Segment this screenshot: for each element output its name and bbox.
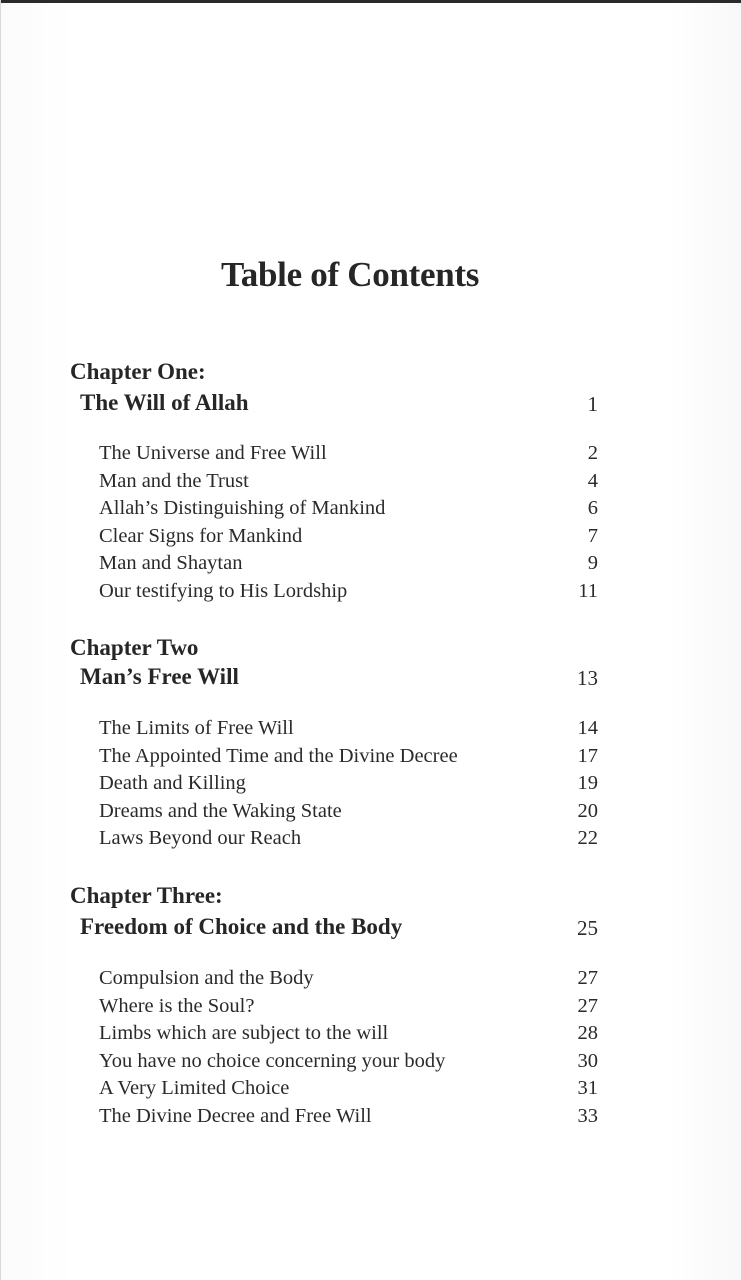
page-number: 2 — [587, 442, 598, 464]
page-number: 28 — [577, 1022, 598, 1044]
page-number: 19 — [577, 772, 598, 794]
chapter-title: The Will of Allah — [80, 390, 249, 415]
section-entry — [99, 1022, 598, 1049]
page-number: 14 — [577, 717, 598, 739]
section-entry — [99, 827, 598, 854]
page-number: 33 — [577, 1104, 598, 1127]
page-number: 27 — [577, 994, 598, 1017]
page-number: 25 — [577, 916, 598, 940]
section-title: A Very Limited Choice — [99, 1077, 290, 1099]
page-number: 30 — [577, 1049, 598, 1072]
page-number: 4 — [587, 469, 598, 492]
section-title: The Divine Decree and Free Will — [99, 1104, 372, 1127]
page-number: 27 — [577, 967, 598, 989]
section-entry — [99, 580, 598, 607]
section-title: Man and the Trust — [99, 469, 249, 492]
section-title: Man and Shaytan — [99, 552, 243, 574]
section-entry — [99, 800, 598, 827]
section-title: Laws Beyond our Reach — [99, 827, 302, 849]
section-entry — [99, 470, 598, 497]
page-number: 31 — [577, 1077, 598, 1099]
section-entry — [99, 1077, 598, 1104]
chapter-title: Freedom of Choice and the Body — [80, 914, 403, 939]
page-number: 22 — [577, 827, 598, 849]
page-number: 1 — [587, 392, 598, 416]
section-entry — [99, 1105, 598, 1132]
section-title: Death and Killing — [99, 772, 246, 794]
chapter-label: Chapter Three: — [70, 883, 223, 908]
page-left-edge — [0, 0, 1, 1280]
section-title: The Appointed Time and the Divine Decree — [99, 744, 458, 767]
page-number: 9 — [587, 552, 598, 574]
chapter-entry — [80, 390, 598, 420]
section-entry — [99, 525, 598, 552]
page-number: 7 — [587, 524, 598, 547]
section-title: The Universe and Free Will — [99, 442, 327, 464]
page-top-edge — [0, 0, 741, 3]
section-title: Dreams and the Waking State — [99, 799, 342, 822]
chapter-label: Chapter One: — [70, 359, 206, 384]
chapter-label: Chapter Two — [70, 635, 199, 660]
section-entry — [99, 967, 598, 994]
section-entry — [99, 995, 598, 1022]
section-title: Compulsion and the Body — [99, 967, 314, 989]
section-entry — [99, 552, 598, 579]
section-entry — [99, 497, 598, 524]
section-title: Limbs which are subject to the will — [99, 1022, 389, 1044]
section-entry — [99, 442, 598, 469]
section-entry — [99, 717, 598, 744]
page-number: 11 — [578, 579, 598, 602]
section-title: Our testifying to His Lordship — [99, 579, 348, 602]
page-title: Table of Contents — [220, 255, 480, 294]
chapter-entry — [80, 664, 598, 694]
section-title: Where is the Soul? — [99, 994, 255, 1017]
chapter-entry — [80, 914, 598, 944]
page-number: 17 — [577, 744, 598, 767]
section-title: Allah’s Distinguishing of Mankind — [99, 497, 386, 519]
page-number: 6 — [587, 497, 598, 519]
section-title: The Limits of Free Will — [99, 717, 294, 739]
chapter-title: Man’s Free Will — [80, 664, 239, 689]
section-entry — [99, 1050, 598, 1077]
page-number: 20 — [577, 799, 598, 822]
section-entry — [99, 745, 598, 772]
section-title: You have no choice concerning your body — [99, 1049, 446, 1072]
section-entry — [99, 772, 598, 799]
page-number: 13 — [577, 666, 598, 690]
section-title: Clear Signs for Mankind — [99, 524, 303, 547]
